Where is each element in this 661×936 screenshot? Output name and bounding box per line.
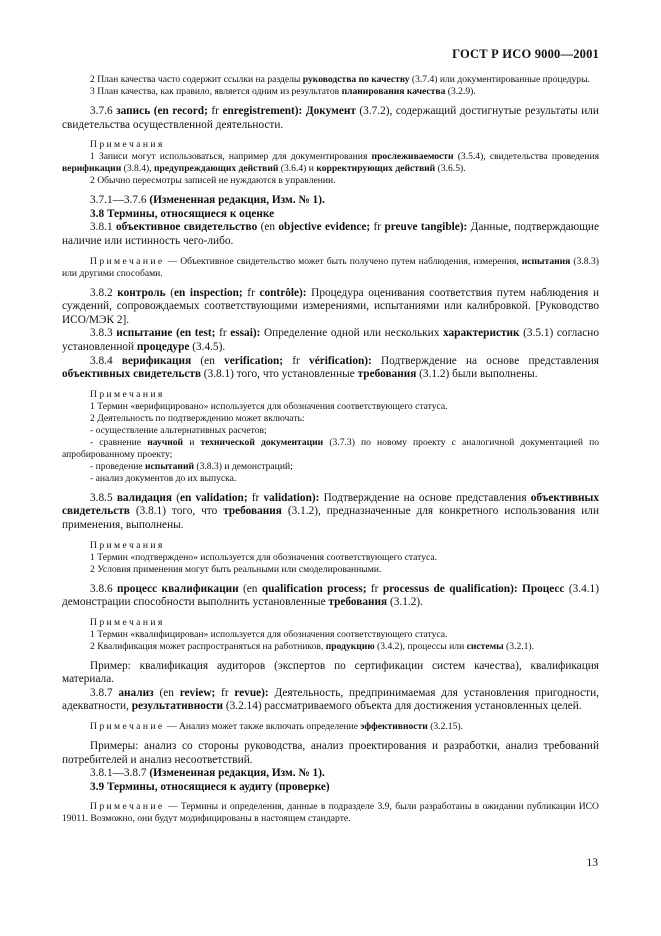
paragraph: 1 Записи могут использоваться, например для документирования прослеживаемости (3.5.4), свидетельства проведения верификации (3.8.4), предупреждающих действий (3.6.4) и корректирующих действий (3.6.5). [62, 151, 599, 175]
paragraph: 2 План качества часто содержит ссылки на разделы руководства по качеству (3.7.4) или документированные процедуры. [90, 74, 590, 85]
notes-heading: Примечания [90, 139, 165, 151]
paragraph: 3.8 Термины, относящиеся к оценке [90, 207, 275, 220]
paragraph: - осуществление альтернативных расчетов; [90, 424, 267, 436]
notes-heading: Примечания [90, 616, 165, 628]
paragraph: 1 Термин «верифицировано» используется для обозначения соответствующего статуса. [90, 400, 448, 412]
paragraph: 3.8.5 валидация (en validation; fr validation): Подтверждение на основе представления объективных свидетельств (3.8.1) того, что требования (3.1.2), предназначенные для конкретного использования или применения, выполнены. [62, 491, 599, 531]
paragraph: - анализ документов до их выпуска. [90, 472, 237, 484]
notes-heading: Примечания [90, 539, 165, 551]
paragraph: 3.8.7 анализ (en review; fr revue): Деятельность, предпринимаемая для установления пригодности, адекватности, результативности (3.2.14) рассматриваемого объекта для достижения установленных целей. [62, 686, 599, 713]
paragraph: 2 Деятельность по подтверждению может включать: [90, 412, 305, 424]
paragraph: 3.7.1—3.7.6 (Измененная редакция, Изм. № 1). [90, 194, 325, 207]
paragraph: 3.8.4 верификация (en verification; fr vérification): Подтверждение на основе представления объективных свидетельств (3.8.1) того, что установленные требования (3.1.2) были выполнены. [62, 354, 599, 381]
paragraph: 3.9 Термины, относящиеся к аудиту (проверке) [90, 780, 330, 793]
paragraph: - проведение испытаний (3.8.3) и демонстраций; [90, 460, 293, 472]
page-number: 13 [586, 857, 598, 869]
page-body [62, 74, 599, 825]
notes-heading: Примечания [90, 388, 165, 400]
paragraph: 1 Термин «квалифицирован» используется для обозначения соответствующего статуса. [90, 628, 448, 640]
paragraph: Примечание — Термины и определения, данные в подразделе 3.9, были разработаны в ожидании публикации ИСО 19011. Возможно, они будут модифицированы в настоящем стандарте. [62, 801, 599, 825]
paragraph: 3 План качества, как правило, является одним из результатов планирования качества (3.2.9). [90, 86, 476, 97]
paragraph: - сравнение научной и технической документации (3.7.3) по новому проекту с аналогичной документацией по апробированному проекту; [62, 436, 600, 460]
paragraph: Примечание — Анализ может также включать определение эффективности (3.2.15). [90, 721, 463, 733]
paragraph: 2 Условия применения могут быть реальными или смоделированными. [90, 563, 382, 575]
paragraph: 3.8.3 испытание (en test; fr essai): Определение одной или нескольких характеристик (3.5.1) согласно установленной процедуре (3.4.5). [62, 327, 599, 353]
paragraph: 1 Термин «подтверждено» используется для обозначения соответствующего статуса. [90, 551, 438, 563]
paragraph: 3.8.1—3.8.7 (Измененная редакция, Изм. № 1). [90, 767, 325, 780]
paragraph: Пример: квалификация аудиторов (экспертов по сертификации систем качества), квалификация материала. [62, 659, 599, 686]
paragraph: Примеры: анализ со стороны руководства, анализ проектирования и разработки, анализ требований потребителей и анализ несоответствий. [62, 740, 599, 766]
paragraph: 3.8.1 объективное свидетельство (en objective evidence; fr preuve tangible): Данные, подтверждающие наличие или истинность чего-либо. [62, 221, 599, 247]
paragraph: 2 Квалификация может распространяться на работников, продукцию (3.4.2), процессы или системы (3.2.1). [90, 640, 535, 652]
paragraph: 3.7.6 запись (en record; fr enregistrement): Документ (3.7.2), содержащий достигнутые результаты или свидетельства осуществленной деятельности. [62, 105, 599, 131]
paragraph: 3.8.6 процесс квалификации (en qualification process; fr processus de qualification): Процесс (3.4.1) демонстрации способности выполнить установленные требования (3.1.2). [62, 582, 599, 609]
paragraph: Примечание — Объективное свидетельство может быть получено путем наблюдения, измерения, испытания (3.8.3) или другими способами. [62, 255, 599, 279]
paragraph: 3.8.2 контроль (en inspection; fr contrôle): Процедура оценивания соответствия путем наблюдения и суждений, сопровождаемых соответствующими измерениями, испытаниями или калибровкой. [Руководство ИСО/МЭК 2]. [62, 286, 600, 326]
paragraph: 2 Обычно пересмотры записей не нуждаются в управлении. [90, 175, 336, 187]
document-header: ГОСТ Р ИСО 9000—2001 [452, 47, 599, 61]
